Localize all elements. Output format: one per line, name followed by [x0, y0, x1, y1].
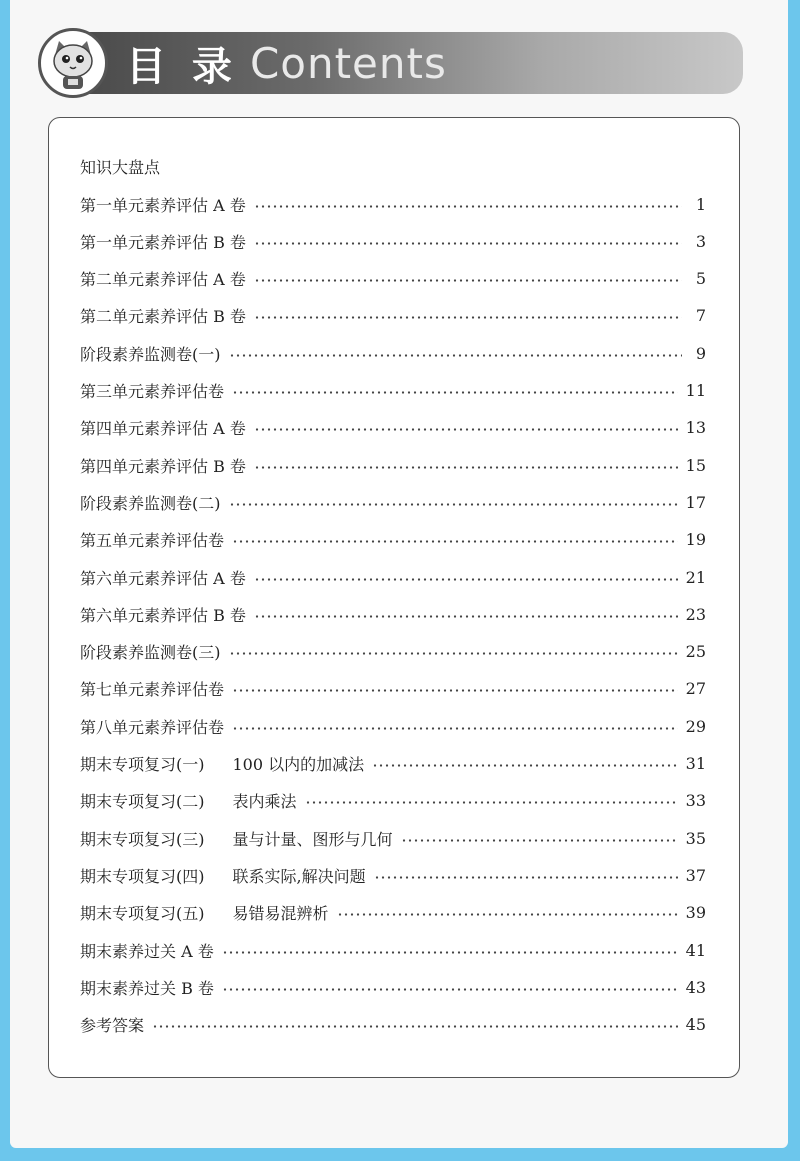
toc-entry-title: 参考答案	[80, 1016, 145, 1036]
toc-entry-subtitle: 表内乘法	[232, 792, 297, 812]
toc-entry-title: 阶段素养监测卷(三)	[80, 643, 221, 663]
toc-entry-page-number: 35	[685, 828, 706, 848]
toc-entry-page-number: 7	[695, 306, 706, 326]
toc-entry-page-number: 29	[685, 716, 706, 736]
toc-entry[interactable]	[80, 416, 706, 440]
toc-entry-page-number: 37	[685, 865, 706, 885]
dot-leader	[254, 428, 678, 431]
contents-banner	[38, 28, 743, 98]
toc-entry-page-number: 33	[685, 791, 706, 811]
toc-entry[interactable]	[80, 192, 706, 216]
toc-entry-title: 期末专项复习(二)	[80, 792, 205, 812]
toc-entry-title: 第六单元素养评估 B 卷	[80, 605, 246, 625]
toc-entry-page-number: 43	[685, 977, 706, 997]
toc-entry-title: 期末专项复习(四)	[80, 866, 205, 886]
dot-leader	[305, 801, 678, 804]
toc-heading: 知识大盘点	[80, 158, 161, 177]
toc-entry[interactable]	[80, 901, 706, 925]
dot-leader	[152, 1025, 678, 1028]
dot-leader	[337, 913, 678, 916]
dot-leader	[222, 988, 678, 991]
toc-entry-title: 第三单元素养评估卷	[80, 382, 225, 401]
toc-entry-page-number: 25	[685, 642, 706, 662]
toc-entry[interactable]	[80, 453, 706, 477]
toc-entry[interactable]	[80, 714, 706, 738]
toc-entry-title: 第四单元素养评估 A 卷	[80, 419, 246, 439]
toc-entry-page-number: 17	[685, 492, 706, 512]
toc-entry[interactable]	[80, 602, 706, 626]
toc-entry[interactable]	[80, 789, 706, 813]
toc-entry[interactable]	[80, 528, 706, 552]
toc-entry-page-number: 1	[695, 194, 706, 214]
dot-leader	[401, 839, 678, 842]
dot-leader	[254, 466, 678, 469]
toc-entry-page-number: 21	[685, 567, 706, 587]
dot-leader	[254, 316, 682, 319]
toc-entry-title: 第二单元素养评估 A 卷	[80, 270, 246, 290]
toc-entry-title: 阶段素养监测卷(二)	[80, 493, 221, 513]
toc-entry[interactable]	[80, 379, 706, 403]
dot-leader	[229, 354, 683, 357]
cartoon-cat-mascot-icon	[38, 28, 108, 98]
toc-entry[interactable]	[80, 677, 706, 701]
toc-entry-title: 第四单元素养评估 B 卷	[80, 456, 246, 476]
dot-leader	[254, 615, 678, 618]
toc-entry[interactable]	[80, 229, 706, 253]
toc-entry-title: 第七单元素养评估卷	[80, 680, 225, 700]
toc-entry-title: 第一单元素养评估 A 卷	[80, 195, 246, 215]
toc-entry-title: 期末专项复习(五)	[80, 904, 205, 924]
dot-leader	[254, 242, 682, 245]
toc-entry-title: 阶段素养监测卷(一)	[80, 344, 221, 364]
title-english: Contents	[249, 38, 447, 88]
dot-leader	[254, 279, 682, 282]
title-chinese: 目 录	[126, 43, 238, 90]
toc-entry-title: 第二单元素养评估 B 卷	[80, 307, 246, 327]
toc-entry-title: 第一单元素养评估 B 卷	[80, 232, 246, 252]
dot-leader	[232, 727, 678, 730]
dot-leader	[222, 951, 678, 954]
toc-entry-subtitle: 联系实际,解决问题	[232, 866, 366, 886]
toc-entry-page-number: 41	[685, 940, 706, 960]
toc-entry[interactable]	[80, 752, 706, 776]
toc-entry-title: 期末素养过关 B 卷	[80, 978, 214, 998]
toc-entry-page-number: 19	[685, 530, 706, 550]
toc-entry-title: 期末素养过关 A 卷	[80, 941, 214, 961]
toc-entry-subtitle: 易错易混辨析	[232, 904, 329, 924]
toc-entry-page-number: 15	[685, 455, 706, 475]
toc-entry-page-number: 9	[695, 343, 706, 363]
toc-entry-page-number: 45	[685, 1015, 706, 1035]
dot-leader	[229, 652, 678, 655]
toc-entry[interactable]	[80, 341, 706, 365]
toc-entry-title: 期末专项复习(三)	[80, 829, 205, 849]
dot-leader	[374, 876, 678, 879]
dot-leader	[372, 764, 678, 767]
toc-entry-page-number: 39	[685, 903, 706, 923]
toc-entry[interactable]	[80, 826, 706, 850]
dot-leader	[232, 689, 678, 692]
toc-entry-page-number: 27	[685, 679, 706, 699]
toc-entry-title: 期末专项复习(一)	[80, 755, 205, 774]
toc-entry[interactable]	[80, 1013, 706, 1037]
toc-entry[interactable]	[80, 975, 706, 999]
toc-entry-page-number: 11	[685, 381, 706, 400]
dot-leader	[232, 391, 678, 394]
toc-entry[interactable]	[80, 304, 706, 328]
toc-entry-page-number: 23	[685, 604, 706, 624]
toc-entry[interactable]	[80, 863, 706, 887]
dot-leader	[229, 503, 678, 506]
toc-frame	[48, 117, 740, 1078]
toc-entry-page-number: 3	[695, 231, 706, 251]
toc-entry-title: 第五单元素养评估卷	[80, 531, 225, 551]
dot-leader	[254, 205, 682, 208]
toc-entry-subtitle: 量与计量、图形与几何	[232, 829, 393, 849]
toc-entry-page-number: 5	[695, 269, 706, 289]
dot-leader	[232, 540, 678, 543]
toc-entry-subtitle: 100 以内的加减法	[232, 755, 365, 774]
toc-entry[interactable]	[80, 267, 706, 291]
toc-entry-title: 第八单元素养评估卷	[80, 717, 225, 737]
toc-entry[interactable]	[80, 640, 706, 664]
toc-entry-page-number: 31	[685, 754, 706, 773]
banner-title	[126, 38, 447, 88]
dot-leader	[254, 578, 678, 581]
toc-entry[interactable]	[80, 565, 706, 589]
toc-entry[interactable]	[80, 490, 706, 514]
toc-entry-title: 第六单元素养评估 A 卷	[80, 568, 246, 588]
toc-entry[interactable]	[80, 938, 706, 962]
toc-entry-page-number: 13	[685, 418, 706, 438]
